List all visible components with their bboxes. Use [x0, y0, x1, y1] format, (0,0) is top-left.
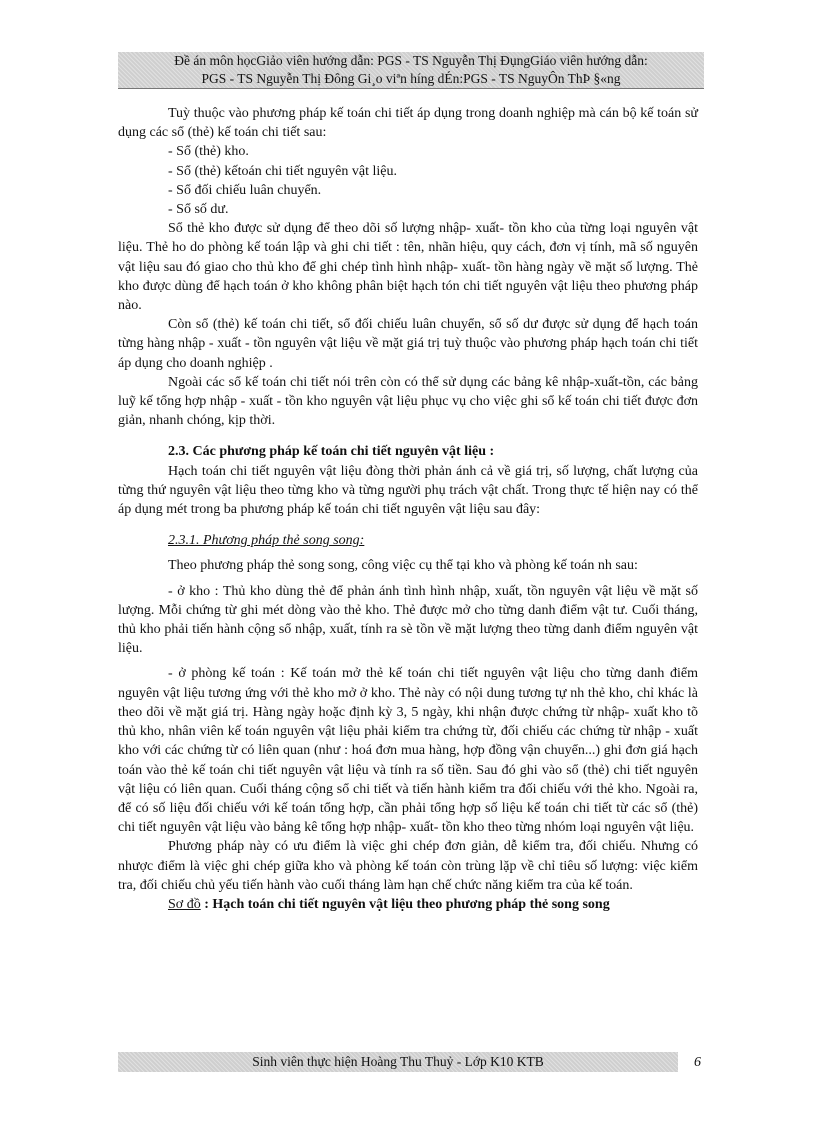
paragraph-stock-card: Sổ thẻ kho được sử dụng để theo dõi số lượng nhập- xuất- tồn kho của từng loại nguyên vật liệu. Thẻ ho do phòng kế toán lập và ghi chi tiết : tên, nhãn hiệu, quy cách, đơn vị tính, mã số nguyên vật liệu sau đó giao cho thủ kho để ghi chép tình hình nhập- xuất- tồn hàng ngày về mặt số lượng. Thẻ kho được dùng để hạch toán ở kho không phân biệt hạch tón chi tiết nguyên vật liệu theo phương pháp nào.	[118, 221, 698, 314]
diagram-caption: Sơ đồ : Hạch toán chi tiết nguyên vật liệu theo phương pháp thẻ song song	[168, 896, 610, 912]
paragraph-intro: Tuỳ thuộc vào phương pháp kế toán chi tiết áp dụng trong doanh nghiệp mà cán bộ kế toán sử dụng các sổ (thẻ) kế toán chi tiết sau:	[118, 106, 698, 141]
list-item: - Sổ (thẻ) kếtoán chi tiết nguyên vật liệu.	[168, 163, 397, 179]
subsection-heading: 2.3.1. Phương pháp thẻ song song:	[168, 533, 365, 549]
document-body	[118, 104, 698, 914]
paragraph-at-warehouse: - ở kho : Thủ kho dùng thẻ để phản ánh tình hình nhập, xuất, tồn nguyên vật liệu về mặt số lượng. Mỗi chứng từ ghi mét dòng vào thẻ kho. Thẻ được mở cho từng danh điểm vật tư. Cuối tháng, thủ kho phải tiến hành cộng sổ nhập, xuất, tính ra sè tồn về mặt lượng theo từng danh điểm nguyên vật liệu.	[118, 583, 698, 657]
list-item: - Sổ (thẻ) kho.	[168, 144, 249, 160]
header-line-2: PGS - TS Nguyễn Thị Đông Gi¸o viªn híng dÉn:PGS - TS NguyÔn ThÞ §«ng	[201, 71, 621, 86]
section-heading: 2.3. Các phương pháp kế toán chi tiết nguyên vật liệu :	[168, 444, 495, 460]
paragraph-methods-intro: Hạch toán chi tiết nguyên vật liệu đòng thời phản ánh cả về giá trị, số lượng, chất lượng của từng thứ nguyên vật liệu theo từng kho và từng người phụ trách vật chất. Trong thực tế hiện nay có thể áp dụng mét trong ba phương pháp kế toán chi tiết nguyên vật liệu sau đây:	[118, 463, 698, 518]
paragraph-parallel-method: Theo phương pháp thẻ song song, công việc cụ thể tại kho và phòng kế toán nh sau:	[168, 558, 638, 574]
paragraph-summary-tables: Ngoài các sổ kế toán chi tiết nói trên còn có thể sử dụng các bảng kê nhập-xuất-tồn, các bảng luỹ kế tổng hợp nhập - xuất - tồn kho nguyên vật liệu phục vụ cho việc ghi sổ kế toán chi tiết được đơn giản, nhanh chóng, kịp thời.	[118, 374, 698, 429]
list-item: - Sổ số dư.	[168, 202, 229, 218]
paragraph-at-accounting: - ở phòng kế toán : Kế toán mở thẻ kế toán chi tiết nguyên vật liệu cho từng danh điểm nguyên vật liệu tương ứng với thẻ kho mở ở kho. Thẻ này có nội dung tương tự nh thẻ kho, chỉ khác là theo dõi về mặt giá trị. Hàng ngày hoặc định kỳ 3, 5 ngày, khi nhận được chứng từ nhập- xuất kho tõ thủ kho, nhân viên kế toán nguyên vật liệu phải kiểm tra chứng từ, đối chiếu các chứng từ nhập - xuất kho với các chứng từ có liên quan (như : hoá đơn mua hàng, hợp đồng vận chuyển...) ghi đơn giá hạch toán vào thẻ kế toán chi tiết nguyên vật liệu và tính ra số tiền. Sau đó ghi vào sổ (thẻ) chi tiết nguyên vật liệu có liên quan. Cuối tháng cộng sổ chi tiết và tiến hành kiểm tra đối chiếu với thẻ kho. Ngoài ra, để có số liệu đối chiếu với kế toán tổng hợp, cần phải tổng hợp số liệu kế toán chi tiết từ các sổ (thẻ) chi tiết nguyên vật liệu vào bảng kê tổng hợp nhập- xuất- tồn kho theo từng nhóm loại nguyên vật liệu.	[118, 666, 698, 836]
diagram-label: Sơ đồ	[168, 896, 201, 912]
diagram-title: Hạch toán chi tiết nguyên vật liệu theo phương pháp thẻ song song	[212, 896, 610, 912]
list-item: - Sổ đối chiếu luân chuyển.	[168, 182, 322, 198]
paragraph-pros-cons: Phương pháp này có ưu điểm là việc ghi chép đơn giản, dễ kiểm tra, đối chiếu. Nhưng có nhược điểm là việc ghi chép giữa kho và phòng kế toán còn trùng lặp về chỉ tiêu số lượng: việc kiểm tra, đối chiếu chủ yếu tiến hành vào cuối tháng làm hạn chế chức năng kiểm tra của kế toán.	[118, 839, 698, 893]
header-line-1: Đề án môn họcGiảo viên hướng dẫn: PGS - TS Nguyễn Thị ĐụngGiáo viên hướng dẫn:	[174, 53, 648, 68]
page-footer: Sinh viên thực hiện Hoàng Thu Thuỷ - Lớp K10 KTB	[118, 1052, 678, 1072]
paragraph-detail-ledgers: Còn sổ (thẻ) kế toán chi tiết, sổ đối chiếu luân chuyển, sổ số dư được sử dụng để hạch toán từng hàng nhập - xuất - tồn nguyên vật liệu về mặt giá trị tuỳ thuộc vào phương pháp hạch toán chi tiết áp dụng cho doanh nghiệp .	[118, 317, 698, 371]
page-number: 6	[694, 1055, 701, 1070]
page-header	[118, 52, 704, 89]
